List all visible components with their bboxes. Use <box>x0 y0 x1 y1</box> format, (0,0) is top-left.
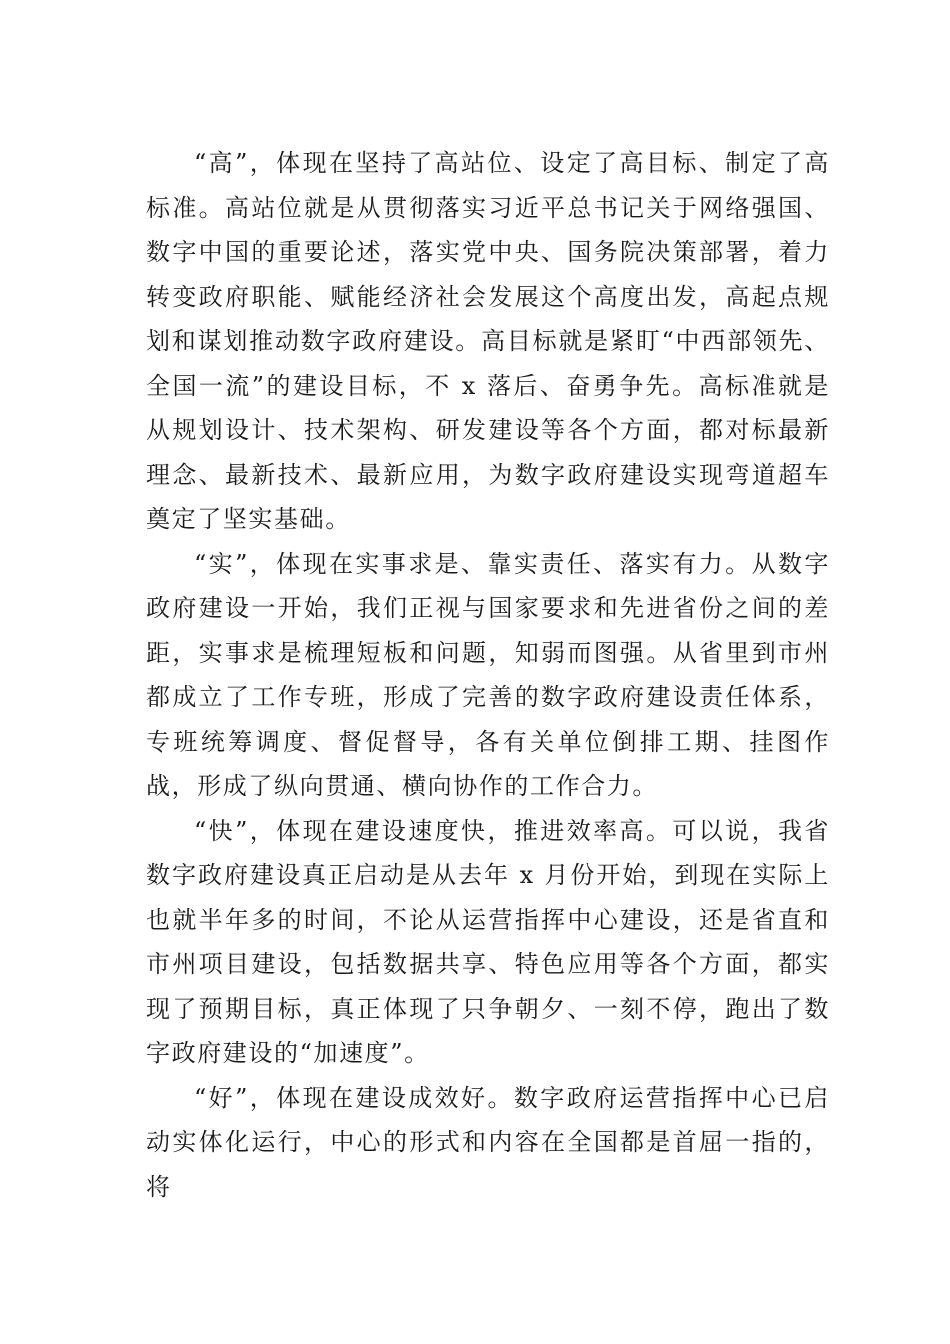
paragraph-gao: “高”，体现在坚持了高站位、设定了高目标、制定了高标准。高站位就是从贯彻落实习近平总书记关于网络强国、数字中国的重要论述，落实党中央、国务院决策部署，着力转变政府职能、赋能经济社会发展这个高度出发，高起点规划和谋划推动数字政府建设。高目标就是紧盯“中西部领先、全国一流”的建设目标，不 x 落后、奋勇争先。高标准就是从规划设计、技术架构、研发建设等各个方面，都对标最新理念、最新技术、最新应用，为数字政府建设实现弯道超车奠定了坚实基础。 <box>146 149 830 533</box>
paragraph-shi: “实”，体现在实事求是、靠实责任、落实有力。从数字政府建设一开始，我们正视与国家要求和先进省份之间的差距，实事求是梳理短板和问题，知弱而图强。从省里到市州都成立了工作专班，形成了完善的数字政府建设责任体系，专班统筹调度、督促督导，各有关单位倒排工期、挂图作战，形成了纵向贯通、横向协作的工作合力。 <box>146 549 830 800</box>
paragraph-hao: “好”，体现在建设成效好。数字政府运营指挥中心已启动实体化运行，中心的形式和内容在全国都是首屈一指的，将 <box>146 1083 830 1201</box>
paragraph-kuai: “快”，体现在建设速度快，推进效率高。可以说，我省数字政府建设真正启动是从去年 x 月份开始，到现在实际上也就半年多的时间，不论从运营指挥中心建设，还是省直和市州项目建设，包括数据共享、特色应用等各个方面，都实现了预期目标，真正体现了只争朝夕、一刻不停，跑出了数字政府建设的“加速度”。 <box>146 816 830 1067</box>
document-body <box>146 141 830 1209</box>
